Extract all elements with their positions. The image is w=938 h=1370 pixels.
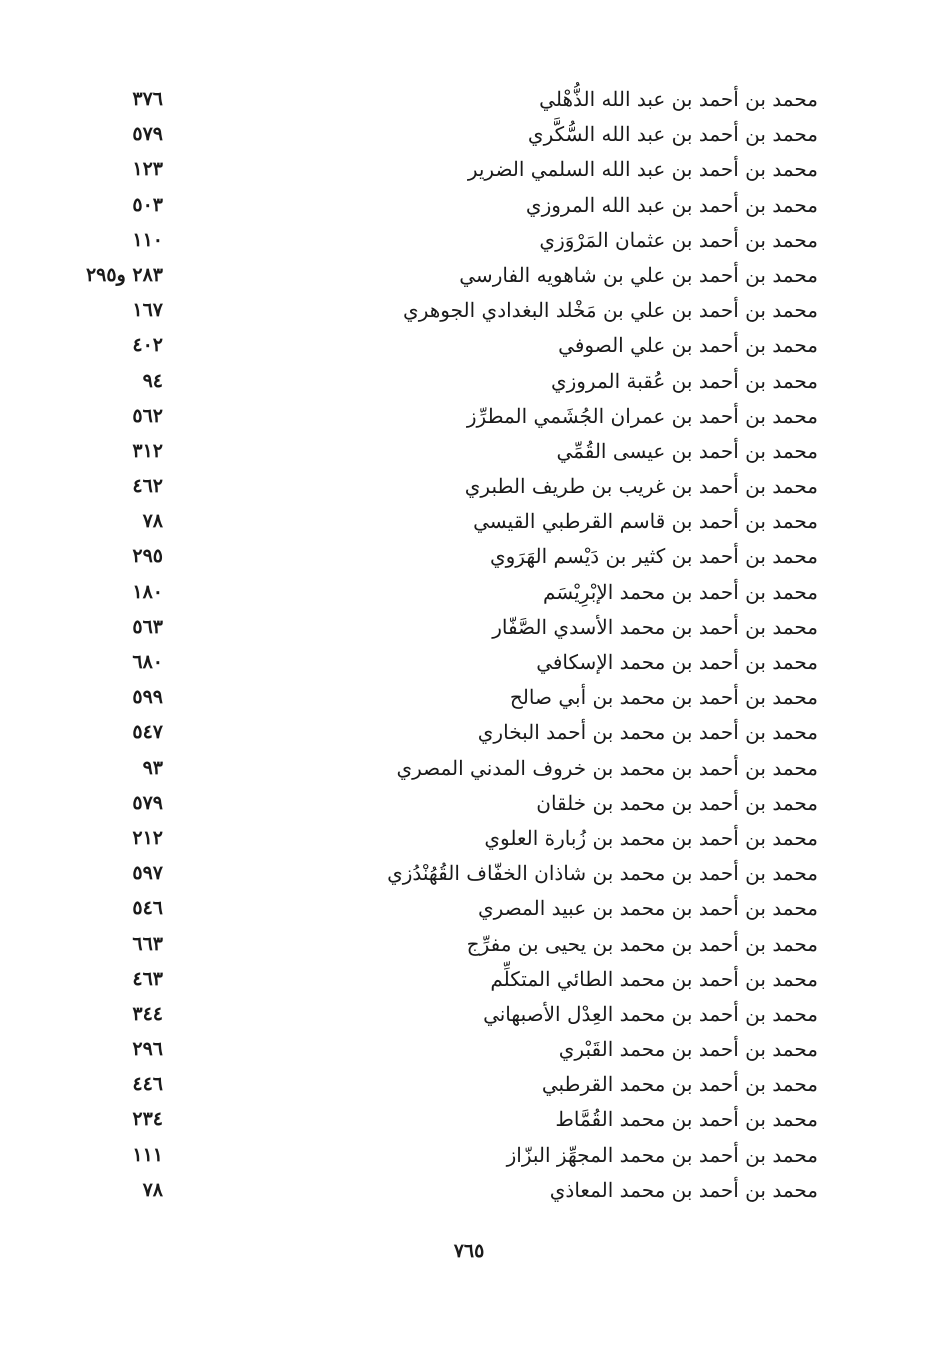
entry-page-ref: ١٦٧ <box>132 299 163 322</box>
entry-page-ref: ٩٣ <box>142 756 163 779</box>
entry-name: محمد بن أحمد بن عيسى القُمِّي <box>556 438 818 463</box>
list-item <box>0 1138 938 1173</box>
entry-name: محمد بن أحمد بن محمد بن أحمد البخاري <box>477 720 818 745</box>
entry-page-ref: ٩٤ <box>142 369 163 392</box>
entry-name: محمد بن أحمد بن عمران الجُشَمي المطرِّز <box>466 403 818 428</box>
entry-page-ref: ٥٩٧ <box>132 862 163 885</box>
entry-name: محمد بن أحمد بن محمد الأسدي الصَّفّار <box>492 614 818 639</box>
entry-page-ref: ٣٧٦ <box>132 88 163 110</box>
entry-name: محمد بن أحمد بن عبد الله السلمي الضرير <box>467 157 818 182</box>
entry-name: محمد بن أحمد بن علي بن مَخْلد البغدادي الجوهري <box>403 298 818 323</box>
list-item <box>0 223 938 258</box>
entry-page-ref: ٥٤٧ <box>132 721 163 744</box>
entry-page-ref: ٤٤٦ <box>132 1073 163 1096</box>
entry-page-ref: ٤٦٣ <box>132 967 163 990</box>
list-item <box>0 786 938 821</box>
entry-name: محمد بن أحمد بن غريب بن طريف الطبري <box>464 474 818 499</box>
entry-name: محمد بن أحمد بن عبد الله الذُّهْلي <box>539 87 818 111</box>
entry-page-ref: ٣١٢ <box>132 439 163 462</box>
entry-page-ref: ٣٤٤ <box>132 1002 163 1025</box>
list-item <box>0 364 938 399</box>
list-item <box>0 856 938 891</box>
list-item <box>0 927 938 962</box>
list-item <box>0 575 938 610</box>
entry-page-ref: ٧٨ <box>142 1178 163 1201</box>
list-item <box>0 1067 938 1102</box>
list-item <box>0 610 938 645</box>
entry-name: محمد بن أحمد بن محمد الإسكافي <box>536 650 818 674</box>
list-item <box>0 962 938 997</box>
entry-page-ref: ٢١٢ <box>132 826 163 849</box>
entry-page-ref: ١٨٠ <box>132 580 163 603</box>
entry-name: محمد بن أحمد بن محمد بن شاذان الخفّاف القُهُنْدُزي <box>387 861 818 886</box>
list-item <box>0 539 938 574</box>
index-list <box>0 82 938 1208</box>
entry-page-ref: ٥٤٦ <box>132 897 163 920</box>
entry-name: محمد بن أحمد بن محمد المجهِّز البزّاز <box>506 1142 818 1167</box>
entry-page-ref: ٢٣٤ <box>132 1108 163 1131</box>
entry-name: محمد بن أحمد بن علي الصوفي <box>558 333 818 358</box>
entry-page-ref: ٥٦٢ <box>132 404 163 427</box>
entry-name: محمد بن أحمد بن محمد الطائي المتكلِّم <box>490 966 818 991</box>
list-item <box>0 434 938 469</box>
entry-name: محمد بن أحمد بن محمد بن يحيى بن مفرِّج <box>466 931 818 956</box>
entry-page-ref: ٥٧٩ <box>132 791 163 814</box>
entry-name: محمد بن أحمد بن محمد بن خلقان <box>536 790 818 815</box>
entry-name: محمد بن أحمد بن قاسم القرطبي القيسي <box>473 509 818 534</box>
entry-page-ref: ٥٦٣ <box>132 615 163 638</box>
list-item <box>0 715 938 750</box>
list-item <box>0 188 938 223</box>
entry-page-ref: ٧٨ <box>142 510 163 533</box>
entry-page-ref: ٢٩٥ <box>132 545 163 568</box>
entry-name: محمد بن أحمد بن عُقبة المروزي <box>550 368 818 393</box>
entry-page-ref: ١١٠ <box>132 228 163 251</box>
entry-page-ref: ٥٠٣ <box>132 193 163 216</box>
list-item <box>0 751 938 786</box>
list-item <box>0 891 938 926</box>
list-item <box>0 152 938 187</box>
entry-name: محمد بن أحمد بن كثير بن دَيْسم الهَرَوي <box>489 544 818 569</box>
entry-name: محمد بن أحمد بن محمد الإبْرِيْسَم <box>543 579 818 604</box>
list-item <box>0 82 938 117</box>
entry-page-ref: ٦٨٠ <box>132 651 163 673</box>
entry-name: محمد بن أحمد بن محمد بن أبي صالح <box>509 685 818 710</box>
entry-name: محمد بن أحمد بن عبد الله السُّكَّري <box>527 122 818 147</box>
list-item <box>0 1032 938 1067</box>
entry-page-ref: ٥٧٩ <box>132 123 163 146</box>
entry-name: محمد بن أحمد بن عبد الله المروزي <box>525 192 818 217</box>
entry-page-ref: ١٢٣ <box>132 158 163 181</box>
list-item <box>0 680 938 715</box>
entry-page-ref: ٦٦٣ <box>132 932 163 955</box>
list-item <box>0 997 938 1032</box>
entry-page-ref: ٤٦٢ <box>132 475 163 498</box>
entry-page-ref: ٢٩٦ <box>132 1038 163 1061</box>
list-item <box>0 469 938 504</box>
list-item <box>0 1173 938 1208</box>
list-item <box>0 645 938 680</box>
entry-name: محمد بن أحمد بن محمد بن زُبارة العلوي <box>484 825 818 850</box>
list-item <box>0 821 938 856</box>
list-item <box>0 258 938 293</box>
entry-page-ref: ١١١ <box>132 1143 163 1166</box>
entry-name: محمد بن أحمد بن محمد القرطبي <box>541 1072 818 1097</box>
entry-name: محمد بن أحمد بن عثمان المَرْوَزي <box>539 227 818 252</box>
list-item <box>0 328 938 363</box>
entry-name: محمد بن أحمد بن محمد القُمَّاط <box>555 1107 818 1132</box>
entry-name: محمد بن أحمد بن محمد بن عبيد المصري <box>478 896 818 921</box>
list-item <box>0 117 938 152</box>
list-item <box>0 504 938 539</box>
entry-page-ref: ٥٩٩ <box>132 686 163 709</box>
list-item <box>0 399 938 434</box>
entry-name: محمد بن أحمد بن محمد العِدْل الأصبهاني <box>483 1001 818 1026</box>
entry-name: محمد بن أحمد بن علي بن شاهويه الفارسي <box>459 262 818 287</box>
entry-name: محمد بن أحمد بن محمد بن خروف المدني المصري <box>396 755 818 780</box>
page-number: ٧٦٥ <box>453 1240 485 1262</box>
entry-page-ref: ٤٠٢ <box>132 334 163 357</box>
entry-page-ref: ٢٨٣ و٢٩٥ <box>85 263 163 286</box>
entry-name: محمد بن أحمد بن محمد القَبْري <box>558 1037 818 1062</box>
entry-name: محمد بن أحمد بن محمد المعاذي <box>549 1177 818 1202</box>
list-item <box>0 293 938 328</box>
list-item <box>0 1102 938 1137</box>
